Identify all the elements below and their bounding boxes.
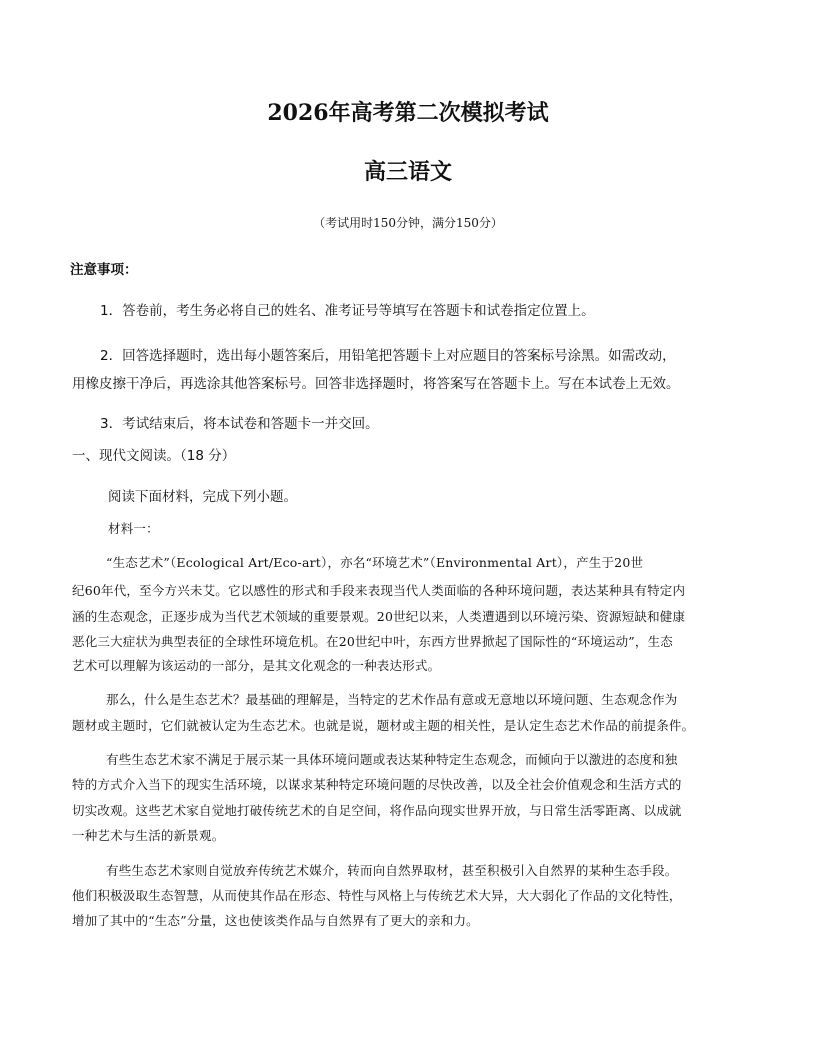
section-heading: 一、现代文阅读。（18 分） (72, 448, 236, 464)
paragraph-line: 增加了其中的“生态”分量，这也使该类作品与自然界有了更大的亲和力。 (72, 913, 479, 928)
paragraph-line: “生态艺术”（Ecological Art/Eco-art），亦名“环境艺术”（Environmental Art），产生于20世 (106, 555, 644, 570)
paragraph-line: 艺术可以理解为该运动的一部分，是其文化观念的一种表达形式。 (72, 658, 441, 673)
paragraph-line: 他们积极汲取生态智慧，从而使其作品在形态、特性与风格上与传统艺术大异，大大弱化了作品的文化特性， (72, 888, 682, 903)
notice-item-3: 3．考试结束后，将本试卷和答题卡一并交回。 (100, 416, 379, 432)
paragraph-line: 有些生态艺术家则自觉放弃传统艺术媒介，转而向自然界取材，甚至积极引入自然界的某种生态手段。 (106, 863, 678, 878)
notice-item-2: 2．回答选择题时，选出每小题答案后，用铅笔把答题卡上对应题目的答案标号涂黑。如需改动， (100, 348, 676, 364)
paragraph-line: 有些生态艺术家不满足于展示某一具体环境问题或表达某种特定生态观念，而倾向于以激进的态度和独 (106, 752, 678, 767)
material-label: 材料一： (108, 521, 159, 536)
exam-subject: 高三语文 (363, 159, 452, 185)
paragraph-line: 纪60年代，至今方兴未艾。它以感性的形式和手段来表现当代人类面临的各种环境问题，表达某种具有特定内 (72, 583, 686, 598)
paragraph-line: 切实改观。这些艺术家自觉地打破传统艺术的自足空间，将作品向现实世界开放，与日常生活零距离、以成就 (72, 803, 682, 818)
notice-item-2-cont: 用橡皮擦干净后，再选涂其他答案标号。回答非选择题时，将答案写在答题卡上。写在本试卷上无效。 (72, 376, 680, 392)
reading-instruction: 阅读下面材料，完成下列小题。 (108, 489, 297, 505)
exam-title: 2026年高考第二次模拟考试 (267, 100, 549, 126)
notice-item-1: 1．答卷前，考生务必将自己的姓名、准考证号等填写在答题卡和试卷指定位置上。 (100, 303, 595, 319)
paragraph-line: 题材或主题时，它们就被认定为生态艺术。也就是说，题材或主题的相关性，是认定生态艺术作品的前提条件。 (72, 718, 695, 733)
paragraph-line: 恶化三大症状为典型表征的全球性环境危机。在20世纪中叶，东西方世界掀起了国际性的“环境运动”，生态 (72, 634, 673, 649)
paragraph-line: 涵的生态观念，正逐步成为当代艺术领域的重要景观。20世纪以来，人类遭遇到以环境污染、资源短缺和健康 (72, 609, 686, 624)
exam-duration-note: （考试用时150分钟，满分150分） (313, 216, 503, 230)
notice-heading: 注意事项： (70, 262, 138, 278)
paragraph-line: 一种艺术与生活的新景观。 (72, 828, 225, 843)
paragraph-line: 特的方式介入当下的现实生活环境，以谋求某种特定环境问题的尽快改善，以及全社会价值观念和生活方式的 (72, 777, 682, 792)
paragraph-line: 那么，什么是生态艺术？最基础的理解是，当特定的艺术作品有意或无意地以环境问题、生态观念作为 (106, 692, 678, 707)
